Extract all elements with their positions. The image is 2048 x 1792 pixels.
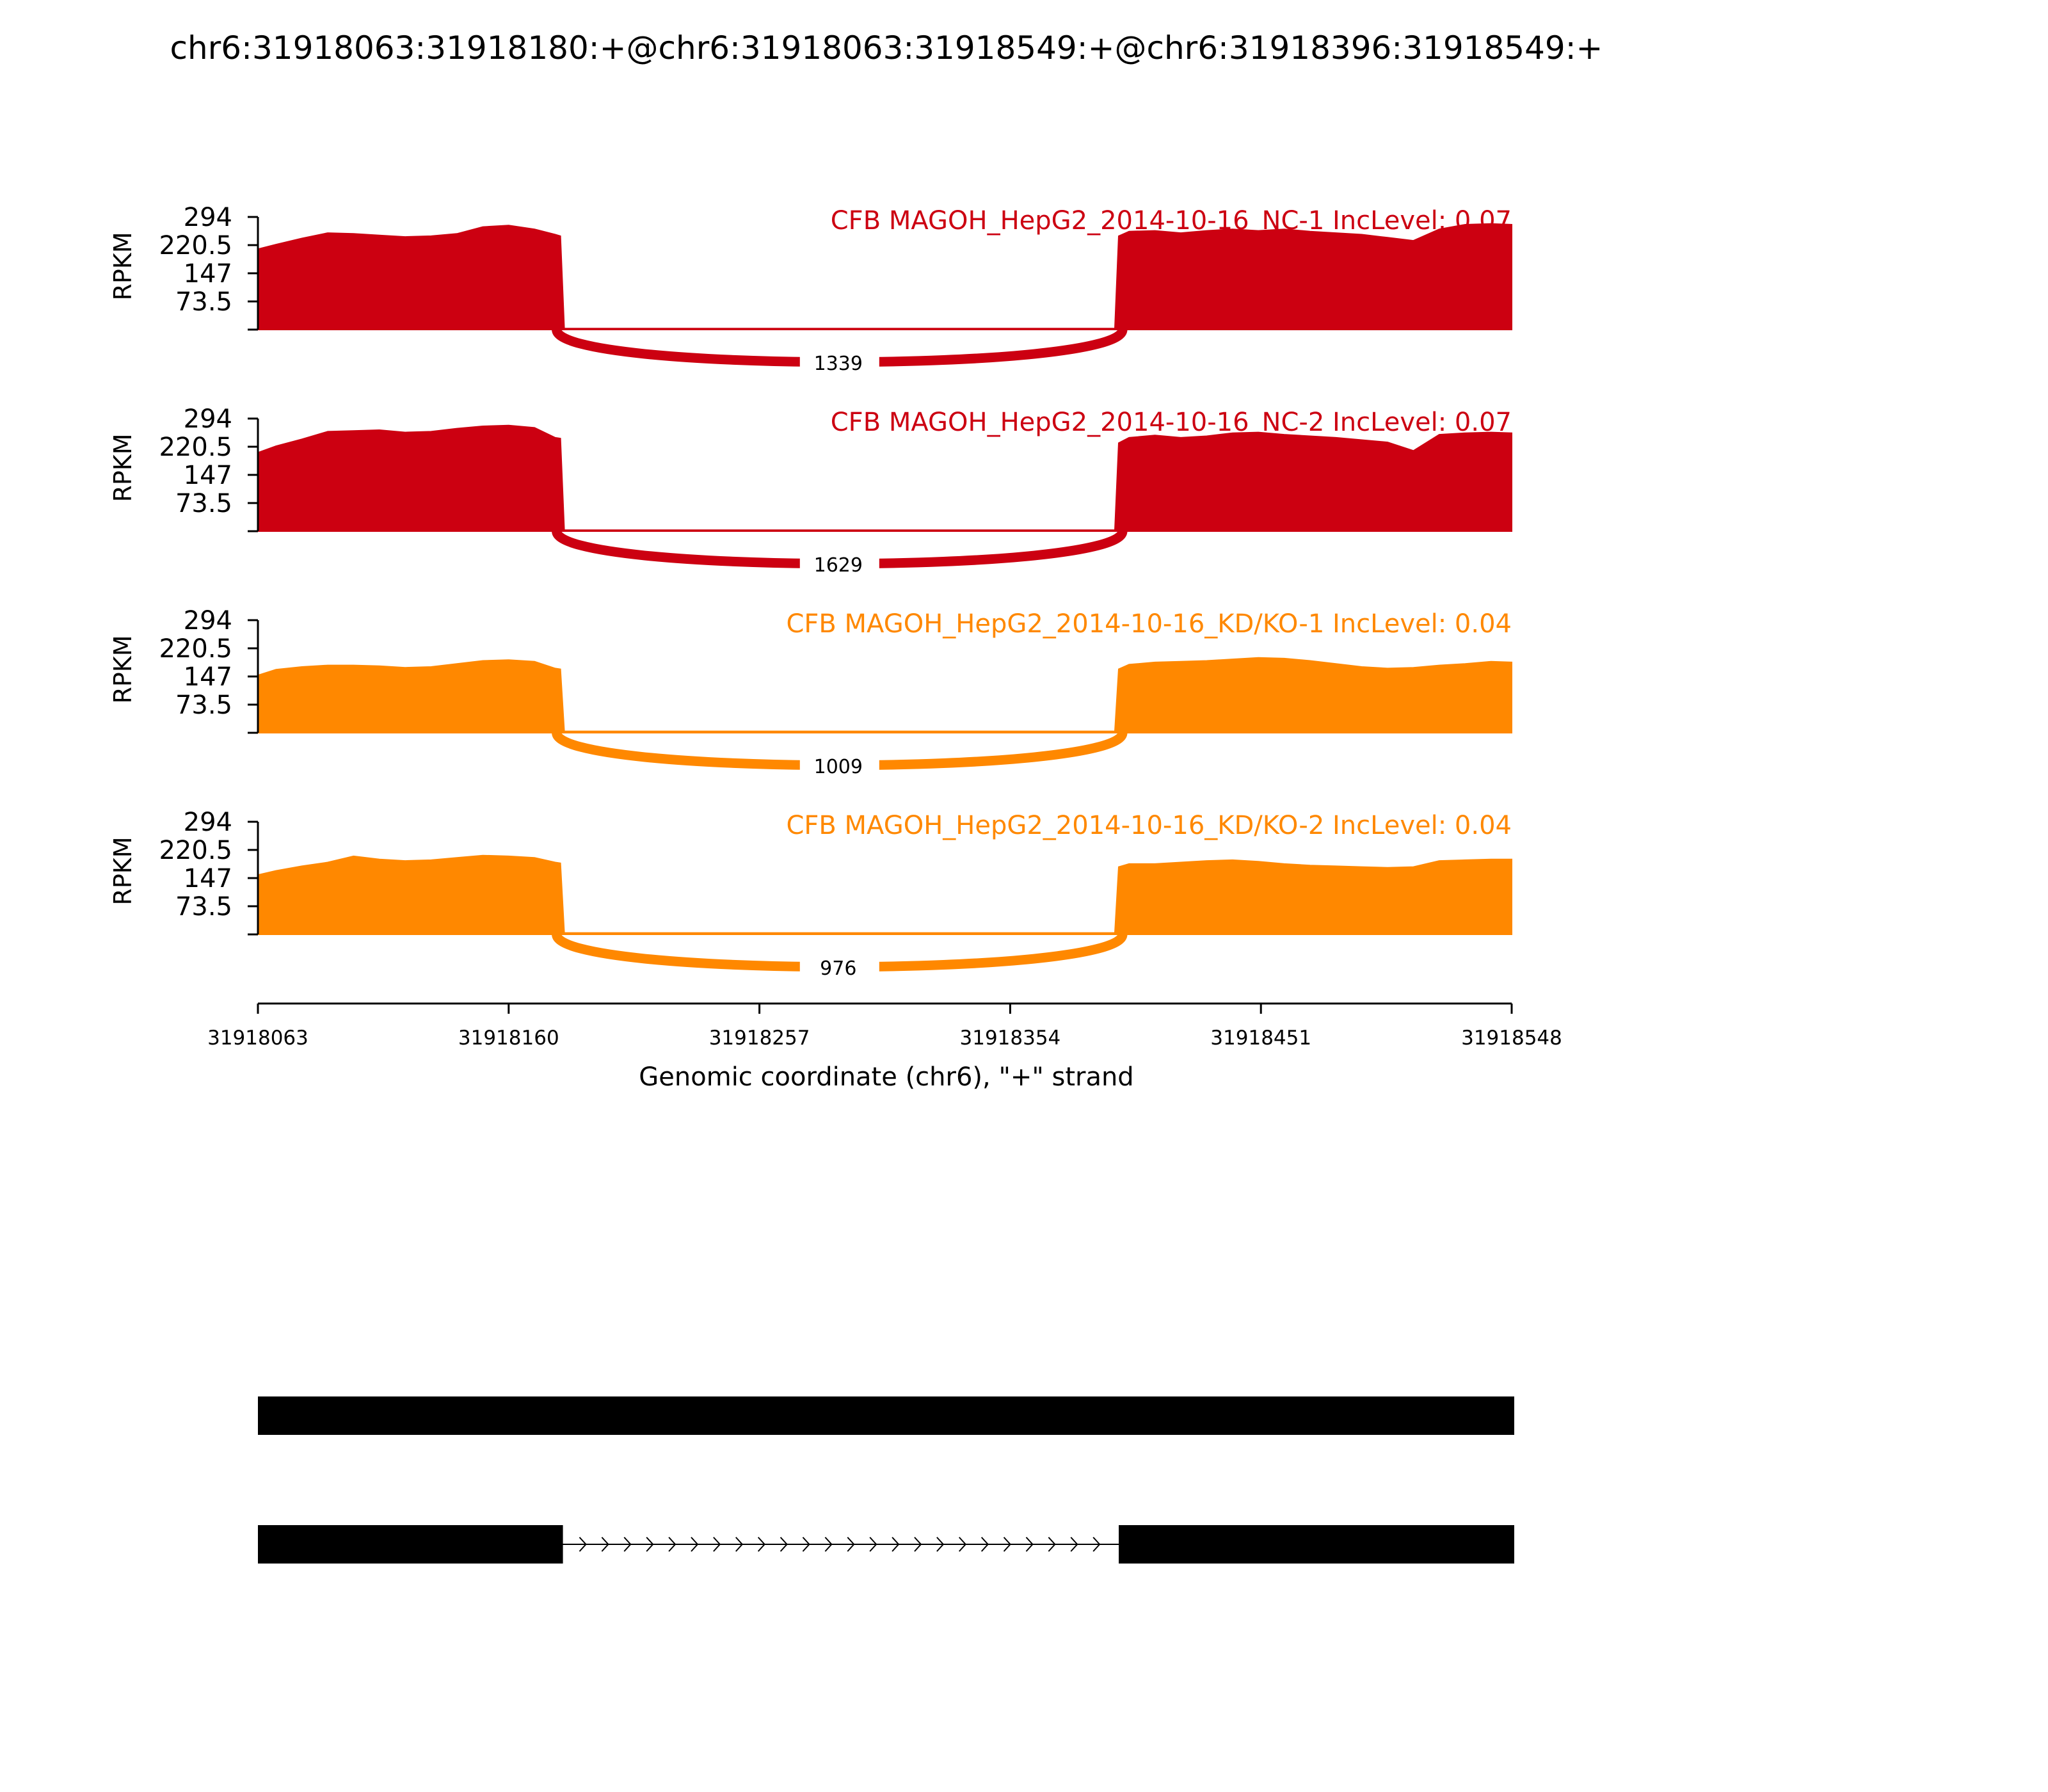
- sample-label: CFB MAGOH_HepG2_2014-10-16_NC-1 IncLevel: 0.07: [830, 206, 1512, 236]
- exon-block: [258, 1525, 563, 1564]
- y-tick-label: 220.5: [159, 634, 232, 664]
- y-tick-label: 147: [183, 864, 232, 893]
- y-tick-label: 294: [183, 404, 232, 434]
- y-axis-label: RPKM: [109, 836, 137, 906]
- x-tick-label: 31918257: [708, 1027, 810, 1050]
- sample-label: CFB MAGOH_HepG2_2014-10-16_NC-2 IncLevel: 0.07: [830, 408, 1512, 437]
- y-tick-label: 294: [183, 606, 232, 636]
- coverage-panel: [109, 808, 1512, 982]
- coverage-panel: [109, 203, 1512, 377]
- junction-count-label: 1629: [813, 554, 863, 577]
- y-tick-label: 147: [183, 259, 232, 289]
- x-axis-label: Genomic coordinate (chr6), "+" strand: [639, 1062, 1134, 1092]
- y-tick-label: 220.5: [159, 836, 232, 865]
- junction-count-label: 976: [820, 957, 857, 980]
- coverage-area: [258, 856, 1512, 934]
- junction-count-label: 1339: [813, 353, 863, 375]
- y-axis-label: RPKM: [109, 232, 137, 301]
- y-tick-label: 147: [183, 662, 232, 692]
- sample-label: CFB MAGOH_HepG2_2014-10-16_KD/KO-2 IncLevel: 0.04: [786, 811, 1512, 840]
- y-axis-label: RPKM: [109, 433, 137, 502]
- y-tick-label: 73.5: [175, 287, 232, 317]
- junction-count-label: 1009: [813, 756, 863, 778]
- coverage-panels: [109, 203, 1512, 982]
- coverage-area: [258, 658, 1512, 733]
- x-tick-label: 31918548: [1461, 1027, 1562, 1050]
- coverage-panel: [109, 606, 1512, 780]
- isoform-row: [258, 1525, 1514, 1564]
- x-tick-label: 31918063: [207, 1027, 308, 1050]
- sample-label: CFB MAGOH_HepG2_2014-10-16_KD/KO-1 IncLevel: 0.04: [786, 609, 1512, 639]
- isoform-row: [258, 1396, 1514, 1435]
- coverage-area: [258, 426, 1512, 531]
- x-axis: [207, 1004, 1562, 1050]
- x-tick-label: 31918451: [1210, 1027, 1312, 1050]
- y-tick-label: 220.5: [159, 231, 232, 260]
- y-tick-label: 220.5: [159, 433, 232, 462]
- y-tick-label: 73.5: [175, 892, 232, 922]
- y-axis-label: RPKM: [109, 635, 137, 704]
- coverage-panel: [109, 404, 1512, 579]
- y-tick-label: 73.5: [175, 489, 232, 518]
- y-tick-label: 294: [183, 808, 232, 837]
- exon-block: [258, 1396, 1514, 1435]
- y-tick-label: 147: [183, 461, 232, 490]
- exon-block: [1119, 1525, 1514, 1564]
- coverage-area: [258, 224, 1512, 330]
- y-tick-label: 294: [183, 203, 232, 232]
- figure-title: chr6:31918063:31918180:+@chr6:31918063:31918549:+@chr6:31918396:31918549:+: [170, 29, 1603, 67]
- x-tick-label: 31918354: [959, 1027, 1061, 1050]
- y-tick-label: 73.5: [175, 691, 232, 720]
- x-tick-label: 31918160: [458, 1027, 559, 1050]
- isoform-track: [258, 1396, 1514, 1564]
